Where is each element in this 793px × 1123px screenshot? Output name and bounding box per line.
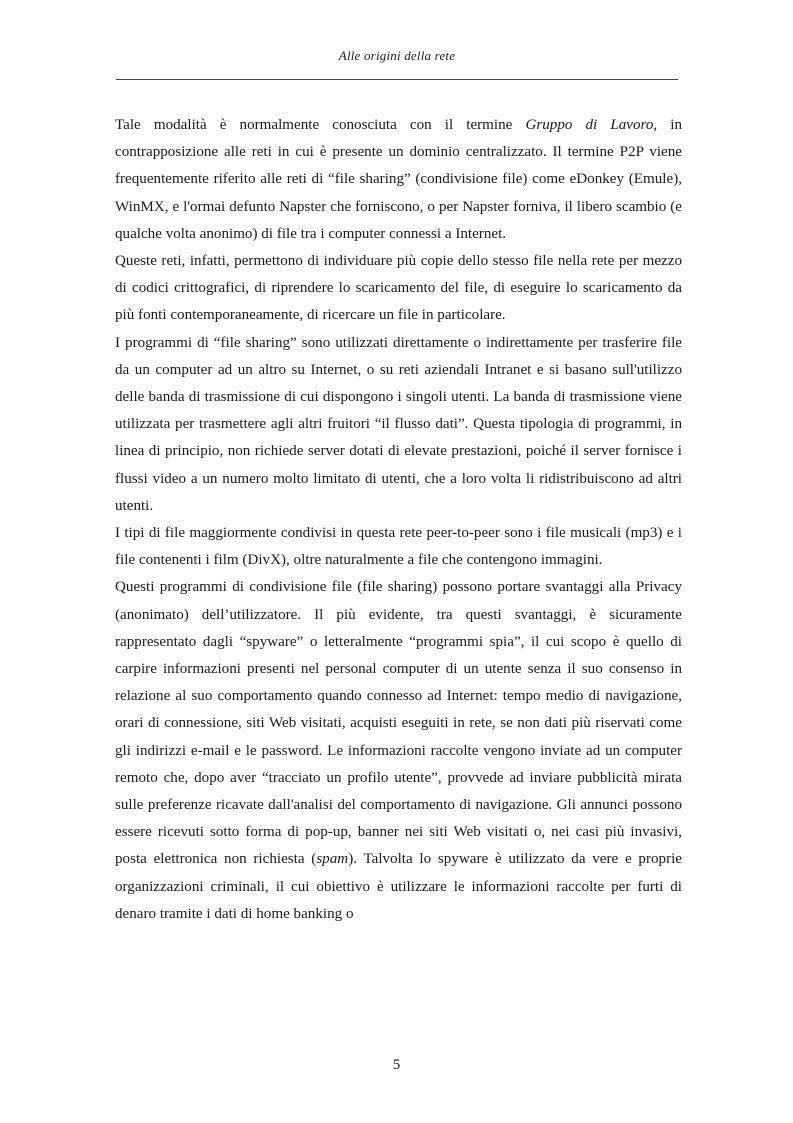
header-divider [116,79,678,80]
paragraph-1-text-end: , in contrapposizione alle reti in cui è presente un dominio centralizzato. Il termine P2P viene frequentemente riferito alle reti di “file sharing” (condivisione file) come eDonkey (Emule), WinMX, e l'ormai defunto Napster che forniscono, o per Napster forniva, il libero scambio (e qualche volta anonimo) di file tra i computer connessi a Internet. [115,117,682,242]
paragraph-5-emphasis: spam [316,851,349,868]
page-number: 5 [392,1057,401,1073]
paragraph-1 [115,112,682,248]
paragraph-1-emphasis: Gruppo di Lavoro [525,117,654,133]
paragraph-3: I programmi di “file sharing” sono utilizzati direttamente o indirettamente per trasferire file da un computer ad un altro su Internet, o su reti aziendali Intranet e si basano sull'utilizzo delle banda di trasmissione di cui dispongono i singoli utenti. La banda di trasmissione viene utilizzata per trasmettere agli altri fruitori “il flusso dati”. Questa tipologia di programmi, in linea di principio, non richiede server dotati di elevate prestazioni, poiché il server fornisce i flussi video a un numero molto limitato di utenti, che a loro volta li ridistribuiscono ad altri utenti. [115,334,682,514]
page-body [115,112,682,928]
paragraph-5-text-end: ). Talvolta lo spyware è utilizzato da vere e proprie organizzazioni criminali, il cui obiettivo è utilizzare le informazioni raccolte per furti di denaro tramite i dati di home banking o [115,851,682,922]
paragraph-1-text-start: Tale modalità è normalmente conosciuta con il termine [115,117,526,133]
paragraph-5 [115,574,682,928]
running-header-title: Alle origini della rete [338,48,456,63]
paragraph-4: I tipi di file maggiormente condivisi in questa rete peer-to-peer sono i file musicali (mp3) e i file contenenti i film (DivX), oltre naturalmente a file che contengono immagini. [115,525,682,569]
paragraph-2: Queste reti, infatti, permettono di individuare più copie dello stesso file nella rete per mezzo di codici crittografici, di riprendere lo scaricamento del file, di eseguire lo scaricamento da più fonti contemporaneamente, di ricercare un file in particolare. [115,253,682,324]
paragraph-5-text-start: Questi programmi di condivisione file (file sharing) possono portare svantaggi alla Privacy (anonimato) dell’utilizzatore. Il più evidente, tra questi svantaggi, è sicuramente rappresentato dagli “spyware” o letteralmente “programmi spia”, il cui scopo è quello di carpire informazioni presenti nel personal computer di un utente senza il suo consenso in relazione al suo comportamento quando connesso ad Internet: tempo medio di navigazione, orari di connessione, siti Web visitati, acquisti eseguiti in rete, se non dati più riservati come gli indirizzi e-mail e le password. Le informazioni raccolte vengono inviate ad un computer remoto che, dopo aver “tracciato un profilo utente”, provvede ad inviare pubblicità mirata sulle preferenze ricavate dall'analisi del comportamento di navigazione. Gli annunci possono essere ricevuti sotto forma di pop-up, banner nei siti Web visitati o, nei casi più invasivi, posta elettronica non richiesta ( [115,579,682,868]
